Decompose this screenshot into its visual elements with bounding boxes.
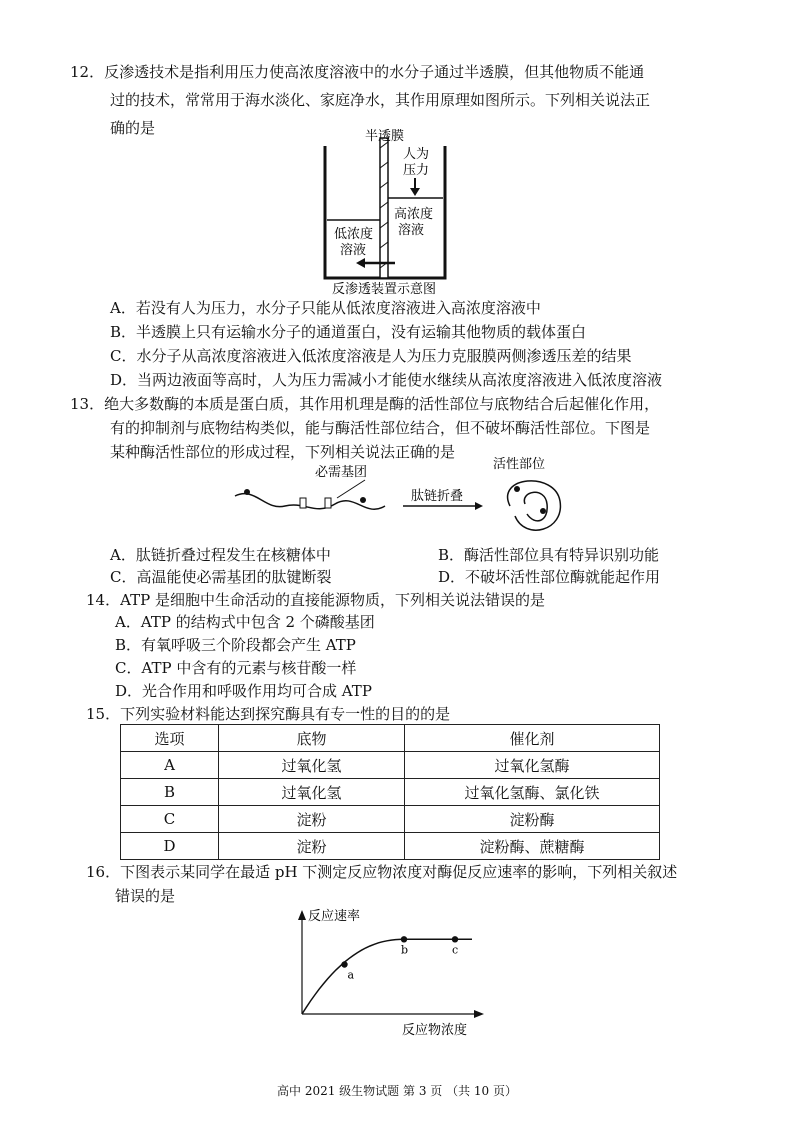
q13-stem-line-1: 13．绝大多数酶的本质是蛋白质，其作用机理是酶的活性部位与底物结合后起催化作用， (70, 395, 660, 413)
semipermeable-membrane (380, 138, 388, 278)
table-cell: 过氧化氢酶 (405, 752, 660, 779)
point-a (341, 961, 347, 967)
q13-option-b: B．酶活性部位具有特异识别功能 (438, 546, 660, 564)
q12-stem-line-2: 过的技术，常常用于海水淡化、家庭净水，其作用原理如图所示。下列相关说法正 (110, 91, 651, 109)
table-cell: 淀粉 (219, 833, 405, 860)
q13-option-a: A．肽链折叠过程发生在核糖体中 (110, 546, 331, 564)
q16-stem-line-2: 错误的是 (115, 887, 176, 905)
q14-stem: 14．ATP 是细胞中生命活动的直接能源物质，下列相关说法错误的是 (86, 591, 545, 609)
header-catalyst: 催化剂 (405, 725, 660, 752)
table-cell: 淀粉酶、蔗糖酶 (405, 833, 660, 860)
q12-option-c: C．水分子从高浓度溶液进入低浓度溶液是人为压力克服膜两侧渗透压差的结果 (110, 347, 632, 365)
q13-option-d: D．不破坏活性部位酶就能起作用 (438, 568, 661, 586)
q12-option-a: A．若没有人为压力，水分子只能从低浓度溶液进入高浓度溶液中 (110, 299, 541, 317)
table-cell: A (121, 752, 219, 779)
essential-group-label: 必需基团 (315, 465, 368, 480)
header-option: 选项 (121, 725, 219, 752)
table-header-row (121, 725, 660, 752)
high-label-1: 高浓度 (394, 207, 434, 222)
table-cell: C (121, 806, 219, 833)
high-label-2: 溶液 (398, 223, 425, 238)
table-cell: 淀粉 (219, 806, 405, 833)
figure-caption: 反渗透装置示意图 (332, 282, 437, 296)
table-cell: D (121, 833, 219, 860)
active-site-label: 活性部位 (493, 457, 546, 472)
table-cell: 过氧化氢 (219, 752, 405, 779)
q13-option-c: C．高温能使必需基团的肽键断裂 (110, 568, 332, 586)
table-row (121, 779, 660, 806)
rate-curve (302, 939, 472, 1014)
table-row (121, 833, 660, 860)
point-b (401, 936, 407, 942)
q15-table (120, 724, 660, 860)
pressure-label-1: 人为 (403, 147, 430, 162)
q15-stem: 15．下列实验材料能达到探究酶具有专一性的目的的是 (86, 705, 451, 723)
pressure-label-2: 压力 (403, 163, 430, 178)
y-axis-label: 反应速率 (308, 909, 361, 924)
point-label-a: a (347, 968, 355, 982)
table-row (121, 752, 660, 779)
reverse-osmosis-diagram (310, 128, 470, 296)
table-cell: 过氧化氢酶、氯化铁 (405, 779, 660, 806)
q12-stem-line-1: 12．反渗透技术是指利用压力使高浓度溶液中的水分子通过半透膜，但其他物质不能通 (70, 63, 645, 81)
reaction-rate-chart (290, 900, 500, 1040)
q13-stem-line-2: 有的抑制剂与底物结构类似，能与酶活性部位结合，但不破坏酶活性部位。下图是 (110, 419, 651, 437)
enzyme-folding-diagram (225, 456, 585, 546)
point-label-b: b (401, 943, 409, 957)
table-cell: B (121, 779, 219, 806)
low-label-2: 溶液 (340, 243, 367, 258)
page-footer: 高中 2021 级生物试题 第 3 页 （共 10 页） (277, 1084, 517, 1098)
q13-stem-line-3: 某种酶活性部位的形成过程，下列相关说法正确的是 (110, 443, 456, 461)
header-substrate: 底物 (219, 725, 405, 752)
table-cell: 淀粉酶 (405, 806, 660, 833)
table-row (121, 806, 660, 833)
q14-option-d: D．光合作用和呼吸作用均可合成 ATP (115, 682, 372, 700)
q12-stem-line-3: 确的是 (110, 119, 156, 137)
q14-option-b: B．有氧呼吸三个阶段都会产生 ATP (115, 636, 356, 654)
table-cell: 过氧化氢 (219, 779, 405, 806)
point-c (452, 936, 458, 942)
q12-option-d: D．当两边液面等高时，人为压力需减小才能使水继续从高浓度溶液进入低浓度溶液 (110, 371, 663, 389)
q14-option-a: A．ATP 的结构式中包含 2 个磷酸基团 (115, 613, 375, 631)
q12-option-b: B．半透膜上只有运输水分子的通道蛋白，没有运输其他物质的载体蛋白 (110, 323, 587, 341)
low-label-1: 低浓度 (334, 227, 374, 242)
q16-stem-line-1: 16．下图表示某同学在最适 pH 下测定反应物浓度对酶促反应速率的影响，下列相关叙述 (86, 863, 678, 881)
point-label-c: c (452, 943, 459, 957)
membrane-label: 半透膜 (365, 129, 405, 144)
folding-label: 肽链折叠 (411, 489, 464, 504)
q14-option-c: C．ATP 中含有的元素与核苷酸一样 (115, 659, 357, 677)
x-axis-label: 反应物浓度 (402, 1023, 468, 1038)
